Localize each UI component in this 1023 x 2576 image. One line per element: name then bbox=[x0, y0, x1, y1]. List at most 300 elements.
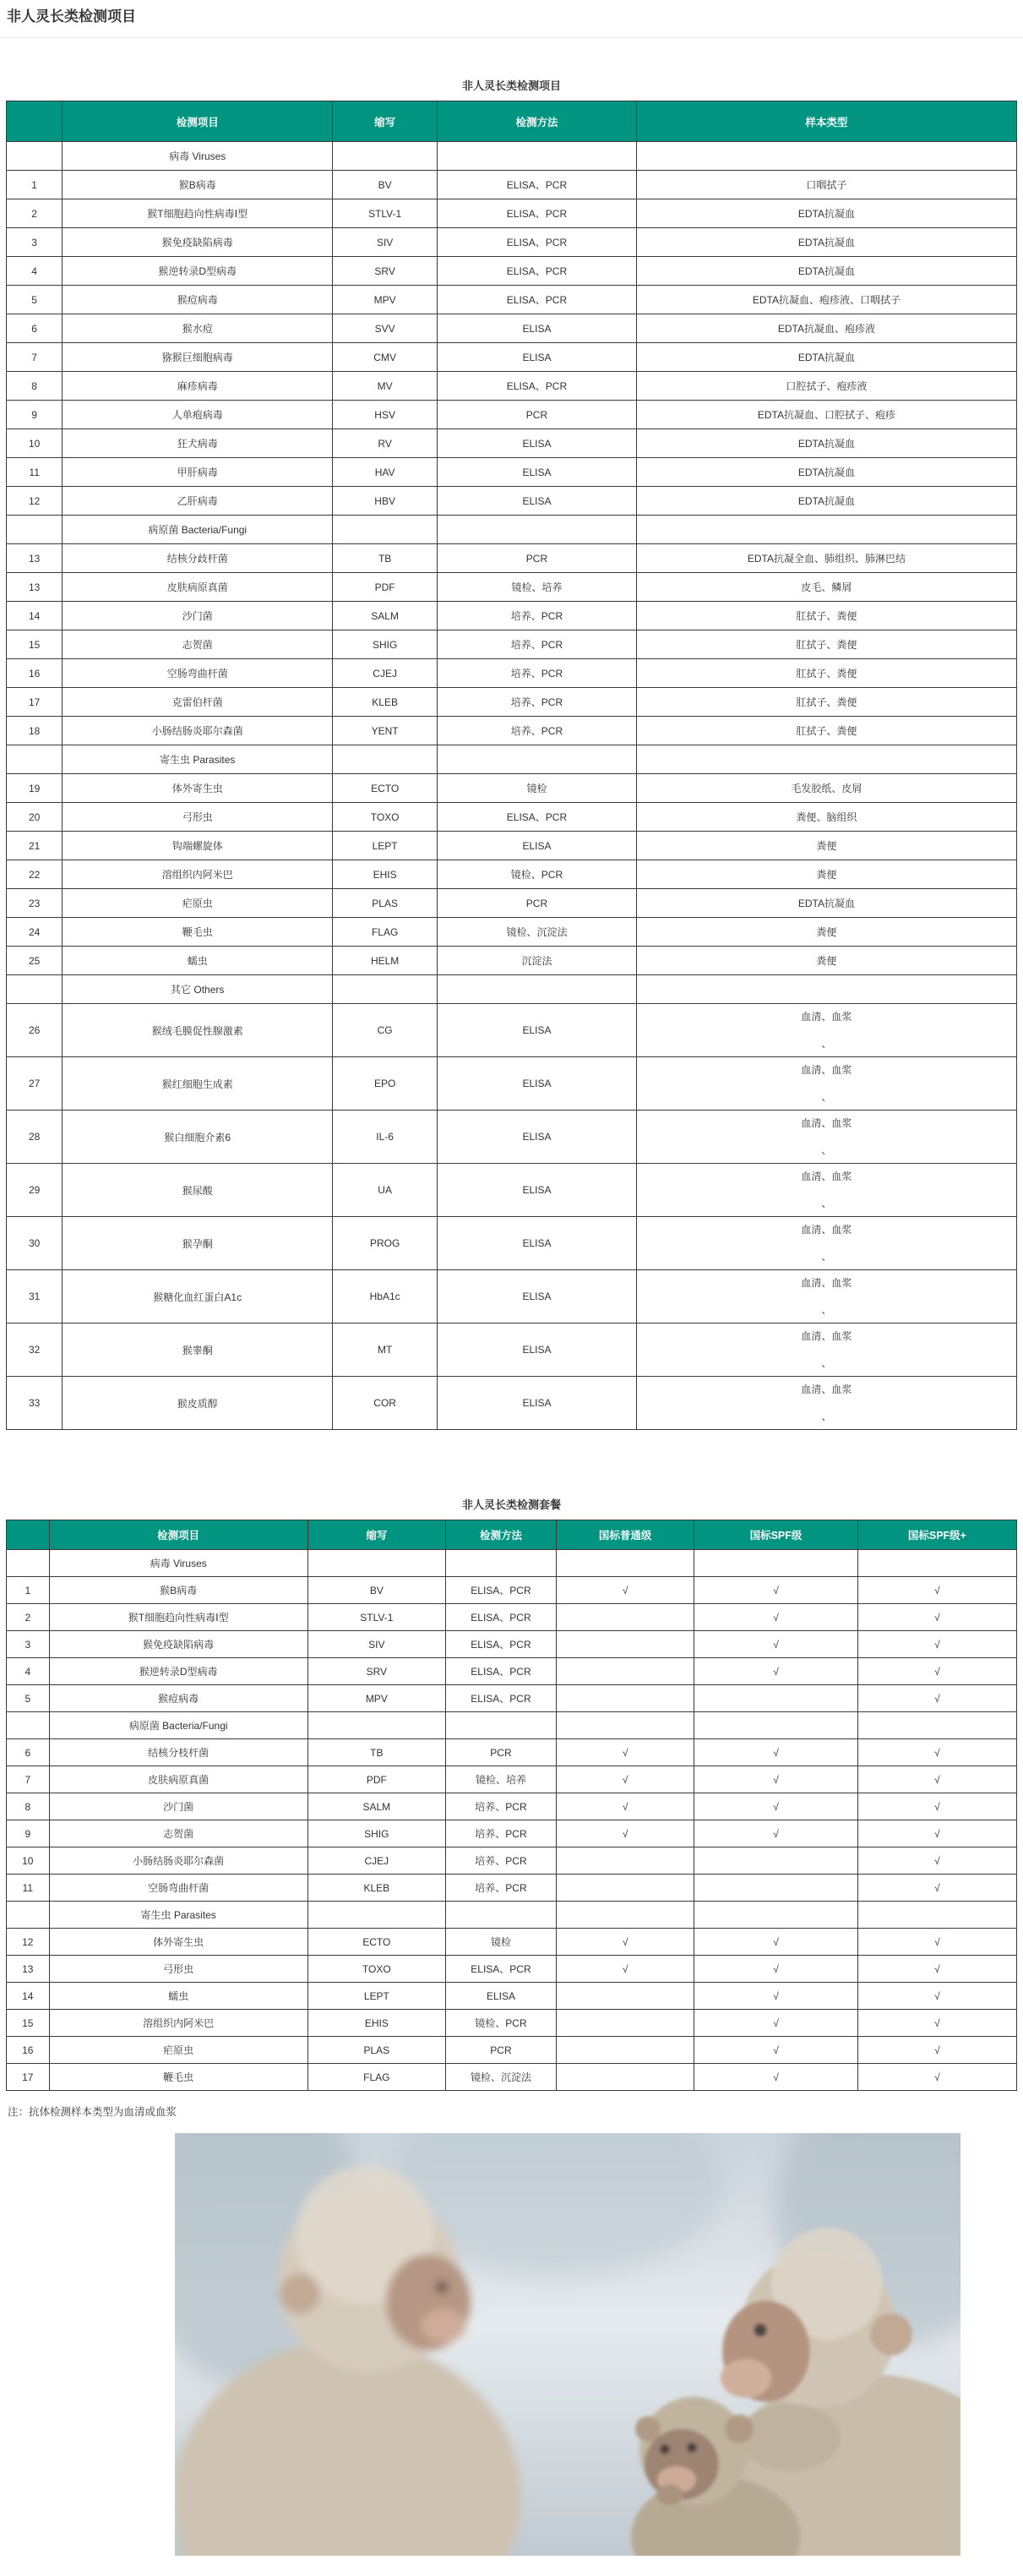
table-cell: ELISA、PCR bbox=[438, 199, 637, 228]
table-cell bbox=[557, 1712, 694, 1739]
table-cell: 粪便 bbox=[636, 860, 1016, 889]
table-cell: √ bbox=[857, 1820, 1016, 1847]
table-cell: CJEJ bbox=[333, 659, 438, 688]
table-cell: STLV-1 bbox=[333, 199, 438, 228]
table-cell: PROG bbox=[333, 1217, 438, 1270]
table-cell: TOXO bbox=[307, 1956, 445, 1983]
column-header: 国标普通级 bbox=[557, 1520, 694, 1550]
table-cell: 猴白细胞介素6 bbox=[63, 1111, 333, 1164]
table-cell: 15 bbox=[7, 630, 63, 659]
table-row bbox=[7, 1323, 1017, 1377]
table-cell: 镜检、PCR bbox=[438, 860, 637, 889]
table-cell: √ bbox=[557, 1929, 694, 1956]
table-cell: EDTA抗凝血 bbox=[636, 199, 1016, 228]
table-cell: √ bbox=[857, 1983, 1016, 2010]
table-cell: √ bbox=[857, 1929, 1016, 1956]
table-cell: 培养、PCR bbox=[438, 688, 637, 717]
table-row bbox=[7, 372, 1017, 401]
table-cell: COR bbox=[333, 1377, 438, 1430]
table-cell bbox=[694, 1550, 858, 1577]
table-cell: 空肠弯曲杆菌 bbox=[49, 1875, 307, 1902]
column-header: 国标SPF级 bbox=[694, 1520, 858, 1550]
table-cell: ELISA、PCR bbox=[438, 257, 637, 286]
page-title: 非人灵长类检测项目 bbox=[7, 8, 136, 25]
table-cell: 17 bbox=[7, 2064, 50, 2091]
table-cell: √ bbox=[857, 2010, 1016, 2037]
table-cell bbox=[557, 1685, 694, 1712]
table-cell: 镜检 bbox=[438, 774, 637, 803]
table-row bbox=[7, 171, 1017, 199]
table-cell: √ bbox=[694, 2064, 858, 2091]
table-cell: 钩端螺旋体 bbox=[63, 832, 333, 860]
table-row bbox=[7, 228, 1017, 257]
column-header: 样本类型 bbox=[636, 101, 1016, 142]
table-cell: 肛拭子、粪便 bbox=[636, 688, 1016, 717]
table-cell: √ bbox=[694, 1820, 858, 1847]
table-cell: 寄生虫 Parasites bbox=[63, 745, 333, 774]
monkeys-photo-illustration bbox=[175, 2133, 960, 2556]
table-row bbox=[7, 487, 1017, 516]
table-cell: HbA1c bbox=[333, 1270, 438, 1323]
table-cell: STLV-1 bbox=[307, 1604, 445, 1631]
table-cell: √ bbox=[557, 1956, 694, 1983]
table-cell: 1 bbox=[7, 1577, 50, 1604]
table-cell: √ bbox=[857, 1847, 1016, 1875]
table-cell: HELM bbox=[333, 947, 438, 975]
table-cell: 血清、血浆 、 bbox=[636, 1164, 1016, 1217]
table-row bbox=[7, 2037, 1017, 2064]
table-cell: 皮肤病原真菌 bbox=[63, 573, 333, 602]
table-cell: 培养、PCR bbox=[445, 1847, 556, 1875]
table-cell: 镜检、培养 bbox=[445, 1766, 556, 1793]
table-cell: SHIG bbox=[333, 630, 438, 659]
table-cell bbox=[438, 142, 637, 171]
table-cell: 小肠结肠炎耶尔森菌 bbox=[63, 717, 333, 745]
table-cell: √ bbox=[857, 1685, 1016, 1712]
table-cell: FLAG bbox=[307, 2064, 445, 2091]
table-cell: ELISA bbox=[438, 832, 637, 860]
table-cell: 12 bbox=[7, 487, 63, 516]
table-row bbox=[7, 1111, 1017, 1164]
table-cell: ELISA、PCR bbox=[438, 803, 637, 832]
table-cell: 培养、PCR bbox=[438, 717, 637, 745]
table-cell: √ bbox=[694, 1739, 858, 1766]
table1-caption: 非人灵长类检测项目 bbox=[461, 79, 561, 92]
table-cell: 11 bbox=[7, 458, 63, 487]
table-cell: HSV bbox=[333, 401, 438, 429]
table-cell: √ bbox=[857, 2037, 1016, 2064]
table-cell: 志贺菌 bbox=[63, 630, 333, 659]
table-cell: 猴B病毒 bbox=[63, 171, 333, 199]
table-cell bbox=[636, 745, 1016, 774]
table-row bbox=[7, 688, 1017, 717]
table-cell bbox=[307, 1712, 445, 1739]
table-cell bbox=[445, 1712, 556, 1739]
table-row bbox=[7, 458, 1017, 487]
table-row bbox=[7, 1956, 1017, 1983]
table-row bbox=[7, 1929, 1017, 1956]
table-row bbox=[7, 630, 1017, 659]
table2-caption: 非人灵长类检测套餐 bbox=[461, 1498, 561, 1511]
table-row bbox=[7, 803, 1017, 832]
table-cell: 粪便 bbox=[636, 947, 1016, 975]
table-cell: 小肠结肠炎耶尔森菌 bbox=[49, 1847, 307, 1875]
table-row bbox=[7, 429, 1017, 458]
table-cell: 毛发胶纸、皮屑 bbox=[636, 774, 1016, 803]
table-cell: 8 bbox=[7, 372, 63, 401]
table-cell: MPV bbox=[333, 286, 438, 314]
table-cell bbox=[694, 1875, 858, 1902]
table-cell: 13 bbox=[7, 1956, 50, 1983]
table-cell: √ bbox=[557, 1766, 694, 1793]
table-cell: 培养、PCR bbox=[445, 1875, 556, 1902]
table-cell: 血清、血浆 、 bbox=[636, 1004, 1016, 1057]
table-cell: ELISA bbox=[438, 314, 637, 343]
table-cell: ELISA、PCR bbox=[438, 228, 637, 257]
table-cell: ELISA bbox=[438, 1004, 637, 1057]
table-row bbox=[7, 1217, 1017, 1270]
table-cell: 粪便 bbox=[636, 832, 1016, 860]
table-row bbox=[7, 1712, 1017, 1739]
table-cell: 病原菌 Bacteria/Fungi bbox=[49, 1712, 307, 1739]
column-header: 缩写 bbox=[307, 1520, 445, 1550]
table-cell: 猴水痘 bbox=[63, 314, 333, 343]
table-cell: 弓形虫 bbox=[63, 803, 333, 832]
table-cell bbox=[7, 1902, 50, 1929]
table-cell: √ bbox=[857, 1956, 1016, 1983]
table-cell: 2 bbox=[7, 199, 63, 228]
table-cell: 其它 Others bbox=[63, 975, 333, 1004]
table-cell bbox=[857, 1902, 1016, 1929]
table-row bbox=[7, 1847, 1017, 1875]
table-cell bbox=[636, 975, 1016, 1004]
table-cell: 4 bbox=[7, 257, 63, 286]
table-cell: 28 bbox=[7, 1111, 63, 1164]
table-cell: EDTA抗凝血 bbox=[636, 458, 1016, 487]
table-cell: ELISA bbox=[438, 1057, 637, 1111]
table-cell: 9 bbox=[7, 401, 63, 429]
table-cell bbox=[7, 516, 63, 544]
table-cell: 血清、血浆 、 bbox=[636, 1377, 1016, 1430]
table-cell: 口腔拭子、疱疹液 bbox=[636, 372, 1016, 401]
table-cell: TB bbox=[307, 1739, 445, 1766]
table-cell: LEPT bbox=[333, 832, 438, 860]
table-row bbox=[7, 1004, 1017, 1057]
table-cell: 培养、PCR bbox=[438, 630, 637, 659]
table-cell: ELISA、PCR bbox=[445, 1658, 556, 1685]
table-cell bbox=[557, 1983, 694, 2010]
table-cell: 结核分歧杆菌 bbox=[63, 544, 333, 573]
table-cell: EHIS bbox=[333, 860, 438, 889]
table-row bbox=[7, 832, 1017, 860]
table-cell: 镜检、培养 bbox=[438, 573, 637, 602]
table-cell: 溶组织内阿米巴 bbox=[63, 860, 333, 889]
table-row bbox=[7, 1820, 1017, 1847]
table-cell: 10 bbox=[7, 429, 63, 458]
table-cell: 镜检、沉淀法 bbox=[438, 918, 637, 947]
table-row bbox=[7, 2064, 1017, 2091]
table-body bbox=[7, 142, 1017, 1430]
table-cell bbox=[307, 1902, 445, 1929]
column-header bbox=[7, 101, 63, 142]
table-row bbox=[7, 199, 1017, 228]
table-cell: 疟原虫 bbox=[63, 889, 333, 918]
table-row bbox=[7, 1550, 1017, 1577]
table-cell: 皮肤病原真菌 bbox=[49, 1766, 307, 1793]
table-cell: √ bbox=[857, 1766, 1016, 1793]
table-cell: 5 bbox=[7, 286, 63, 314]
table-cell: √ bbox=[694, 1631, 858, 1658]
table-cell: 寄生虫 Parasites bbox=[49, 1902, 307, 1929]
column-header: 国标SPF级+ bbox=[857, 1520, 1016, 1550]
table-cell: 6 bbox=[7, 314, 63, 343]
table-cell: 13 bbox=[7, 544, 63, 573]
detection-packages-table bbox=[6, 1520, 1017, 2091]
table-header-row bbox=[7, 101, 1017, 142]
table-cell: √ bbox=[857, 2064, 1016, 2091]
table-cell bbox=[557, 2010, 694, 2037]
table-cell: √ bbox=[857, 1577, 1016, 1604]
table-row bbox=[7, 918, 1017, 947]
table-row bbox=[7, 602, 1017, 630]
table-cell bbox=[7, 745, 63, 774]
table-cell bbox=[636, 142, 1016, 171]
table-cell: 9 bbox=[7, 1820, 50, 1847]
table-row bbox=[7, 314, 1017, 343]
table-cell: √ bbox=[694, 1793, 858, 1820]
table-cell: PCR bbox=[445, 2037, 556, 2064]
table-cell: 2 bbox=[7, 1604, 50, 1631]
table-cell: √ bbox=[557, 1739, 694, 1766]
table-cell: 猴红细胞生成素 bbox=[63, 1057, 333, 1111]
table-cell: MPV bbox=[307, 1685, 445, 1712]
table-cell: MT bbox=[333, 1323, 438, 1377]
table-cell: EPO bbox=[333, 1057, 438, 1111]
table-cell: 8 bbox=[7, 1793, 50, 1820]
table-cell: PLAS bbox=[307, 2037, 445, 2064]
table-cell: CJEJ bbox=[307, 1847, 445, 1875]
table-cell bbox=[333, 142, 438, 171]
table-cell: 病原菌 Bacteria/Fungi bbox=[63, 516, 333, 544]
table-row bbox=[7, 1658, 1017, 1685]
table-cell: 镜检 bbox=[445, 1929, 556, 1956]
table-cell: 克雷伯杆菌 bbox=[63, 688, 333, 717]
table-cell: SRV bbox=[307, 1658, 445, 1685]
table-cell: 猕猴巨细胞病毒 bbox=[63, 343, 333, 372]
table-cell: 16 bbox=[7, 659, 63, 688]
table-cell: 猴T细胞趋向性病毒Ⅰ型 bbox=[49, 1604, 307, 1631]
table-cell: √ bbox=[694, 1956, 858, 1983]
table-cell: ELISA bbox=[438, 1164, 637, 1217]
table-row bbox=[7, 860, 1017, 889]
table-cell: EDTA抗凝血 bbox=[636, 889, 1016, 918]
table-cell: SVV bbox=[333, 314, 438, 343]
table-cell: √ bbox=[557, 1577, 694, 1604]
table-cell: ELISA bbox=[438, 1217, 637, 1270]
table-cell: 15 bbox=[7, 2010, 50, 2037]
table-cell: 猴免疫缺陷病毒 bbox=[49, 1631, 307, 1658]
table-cell: 猴睾酮 bbox=[63, 1323, 333, 1377]
table-cell: MV bbox=[333, 372, 438, 401]
table-cell: ELISA、PCR bbox=[438, 286, 637, 314]
table-cell: LEPT bbox=[307, 1983, 445, 2010]
table-cell: SALM bbox=[333, 602, 438, 630]
table-cell bbox=[557, 1847, 694, 1875]
table-cell: 鞭毛虫 bbox=[49, 2064, 307, 2091]
table-cell: 沙门菌 bbox=[49, 1793, 307, 1820]
table-cell: PDF bbox=[307, 1766, 445, 1793]
table-cell: SRV bbox=[333, 257, 438, 286]
table-row bbox=[7, 1577, 1017, 1604]
table-cell: 23 bbox=[7, 889, 63, 918]
table-cell: EDTA抗凝血 bbox=[636, 487, 1016, 516]
table-cell: CMV bbox=[333, 343, 438, 372]
table-cell: 19 bbox=[7, 774, 63, 803]
table-cell: EDTA抗凝血 bbox=[636, 228, 1016, 257]
table-cell: 培养、PCR bbox=[438, 659, 637, 688]
table-cell: 猴尿酸 bbox=[63, 1164, 333, 1217]
table-cell bbox=[557, 2064, 694, 2091]
table-cell: 蠕虫 bbox=[63, 947, 333, 975]
table-cell: 溶组织内阿米巴 bbox=[49, 2010, 307, 2037]
table-cell: 病毒 Viruses bbox=[63, 142, 333, 171]
table-row bbox=[7, 1270, 1017, 1323]
table-cell: √ bbox=[857, 1604, 1016, 1631]
table-cell: EHIS bbox=[307, 2010, 445, 2037]
table-cell: ELISA bbox=[438, 1323, 637, 1377]
table-cell: 1 bbox=[7, 171, 63, 199]
table-cell: 3 bbox=[7, 1631, 50, 1658]
table-cell: 疟原虫 bbox=[49, 2037, 307, 2064]
table-cell: EDTA抗凝血 bbox=[636, 343, 1016, 372]
table-cell: 肛拭子、粪便 bbox=[636, 602, 1016, 630]
table-cell: 血清、血浆 、 bbox=[636, 1111, 1016, 1164]
table-cell: 27 bbox=[7, 1057, 63, 1111]
table-cell: 血清、血浆 、 bbox=[636, 1057, 1016, 1111]
table-cell: 血清、血浆 、 bbox=[636, 1323, 1016, 1377]
table-cell: PCR bbox=[438, 401, 637, 429]
table-cell: UA bbox=[333, 1164, 438, 1217]
table-cell: √ bbox=[694, 1577, 858, 1604]
table-cell: √ bbox=[694, 2037, 858, 2064]
table-cell: 口咽拭子 bbox=[636, 171, 1016, 199]
note-text: 注：抗体检测样本类型为血清或血浆 bbox=[8, 2106, 177, 2118]
table-cell: EDTA抗凝血、疱疹液、口咽拭子 bbox=[636, 286, 1016, 314]
table-cell: EDTA抗凝血、疱疹液 bbox=[636, 314, 1016, 343]
table-row bbox=[7, 947, 1017, 975]
table-cell: 乙肝病毒 bbox=[63, 487, 333, 516]
table-cell: 25 bbox=[7, 947, 63, 975]
table-row bbox=[7, 516, 1017, 544]
table-cell: 22 bbox=[7, 860, 63, 889]
table-cell: 体外寄生虫 bbox=[49, 1929, 307, 1956]
table-cell: ELISA、PCR bbox=[445, 1956, 556, 1983]
table-cell: ELISA bbox=[438, 1111, 637, 1164]
table-cell: SHIG bbox=[307, 1820, 445, 1847]
table-cell: 沙门菌 bbox=[63, 602, 333, 630]
table-cell: 7 bbox=[7, 1766, 50, 1793]
table-header-row bbox=[7, 1520, 1017, 1550]
table-body bbox=[7, 1550, 1017, 2091]
table-cell bbox=[307, 1550, 445, 1577]
table-cell: PCR bbox=[445, 1739, 556, 1766]
table-cell: 5 bbox=[7, 1685, 50, 1712]
table-cell bbox=[7, 142, 63, 171]
table-row bbox=[7, 717, 1017, 745]
table-cell bbox=[557, 1902, 694, 1929]
table-cell bbox=[7, 975, 63, 1004]
table-cell bbox=[636, 516, 1016, 544]
table-row bbox=[7, 1604, 1017, 1631]
table-cell: 鞭毛虫 bbox=[63, 918, 333, 947]
table-cell: ELISA bbox=[438, 487, 637, 516]
table-cell: 30 bbox=[7, 1217, 63, 1270]
table-cell: IL-6 bbox=[333, 1111, 438, 1164]
table-cell: EDTA抗凝全血、肺组织、肺淋巴结 bbox=[636, 544, 1016, 573]
table-row bbox=[7, 659, 1017, 688]
table-cell: 21 bbox=[7, 832, 63, 860]
table-cell: 狂犬病毒 bbox=[63, 429, 333, 458]
table-cell: 猴绒毛膜促性腺激素 bbox=[63, 1004, 333, 1057]
table-cell bbox=[445, 1902, 556, 1929]
table-cell: 体外寄生虫 bbox=[63, 774, 333, 803]
table-cell: 17 bbox=[7, 688, 63, 717]
table-cell: ECTO bbox=[333, 774, 438, 803]
table-cell: √ bbox=[694, 1766, 858, 1793]
table-cell: 7 bbox=[7, 343, 63, 372]
table-cell bbox=[694, 1712, 858, 1739]
table-cell: 结核分枝杆菌 bbox=[49, 1739, 307, 1766]
table-cell bbox=[694, 1685, 858, 1712]
table-cell: ELISA、PCR bbox=[445, 1685, 556, 1712]
table-cell: 猴逆转录D型病毒 bbox=[49, 1658, 307, 1685]
table-cell: 16 bbox=[7, 2037, 50, 2064]
table-cell: 13 bbox=[7, 573, 63, 602]
table-cell: √ bbox=[857, 1875, 1016, 1902]
table-row bbox=[7, 573, 1017, 602]
table-cell: 11 bbox=[7, 1875, 50, 1902]
table-cell bbox=[857, 1712, 1016, 1739]
table-cell: 病毒 Viruses bbox=[49, 1550, 307, 1577]
table-cell: 12 bbox=[7, 1929, 50, 1956]
table-cell: 猴逆转录D型病毒 bbox=[63, 257, 333, 286]
table-cell: 14 bbox=[7, 602, 63, 630]
table-cell: ELISA bbox=[445, 1983, 556, 2010]
table-cell bbox=[694, 1902, 858, 1929]
table-cell: CG bbox=[333, 1004, 438, 1057]
table-cell: ELISA bbox=[438, 429, 637, 458]
table-cell: 沉淀法 bbox=[438, 947, 637, 975]
table-cell: ECTO bbox=[307, 1929, 445, 1956]
photo-haze-overlay bbox=[175, 2133, 960, 2556]
table-cell: 20 bbox=[7, 803, 63, 832]
table-cell: HAV bbox=[333, 458, 438, 487]
table-cell: EDTA抗凝血 bbox=[636, 429, 1016, 458]
table-row bbox=[7, 2010, 1017, 2037]
table-cell bbox=[557, 1550, 694, 1577]
table-cell: √ bbox=[857, 1658, 1016, 1685]
table-cell: ELISA、PCR bbox=[445, 1577, 556, 1604]
table-row bbox=[7, 1983, 1017, 2010]
table-cell: 18 bbox=[7, 717, 63, 745]
table-cell bbox=[333, 745, 438, 774]
table-cell: YENT bbox=[333, 717, 438, 745]
table-cell: 猴痘病毒 bbox=[63, 286, 333, 314]
table-row bbox=[7, 1631, 1017, 1658]
table-cell: ELISA、PCR bbox=[445, 1631, 556, 1658]
table-cell bbox=[7, 1550, 50, 1577]
table-cell: EDTA抗凝血 bbox=[636, 257, 1016, 286]
